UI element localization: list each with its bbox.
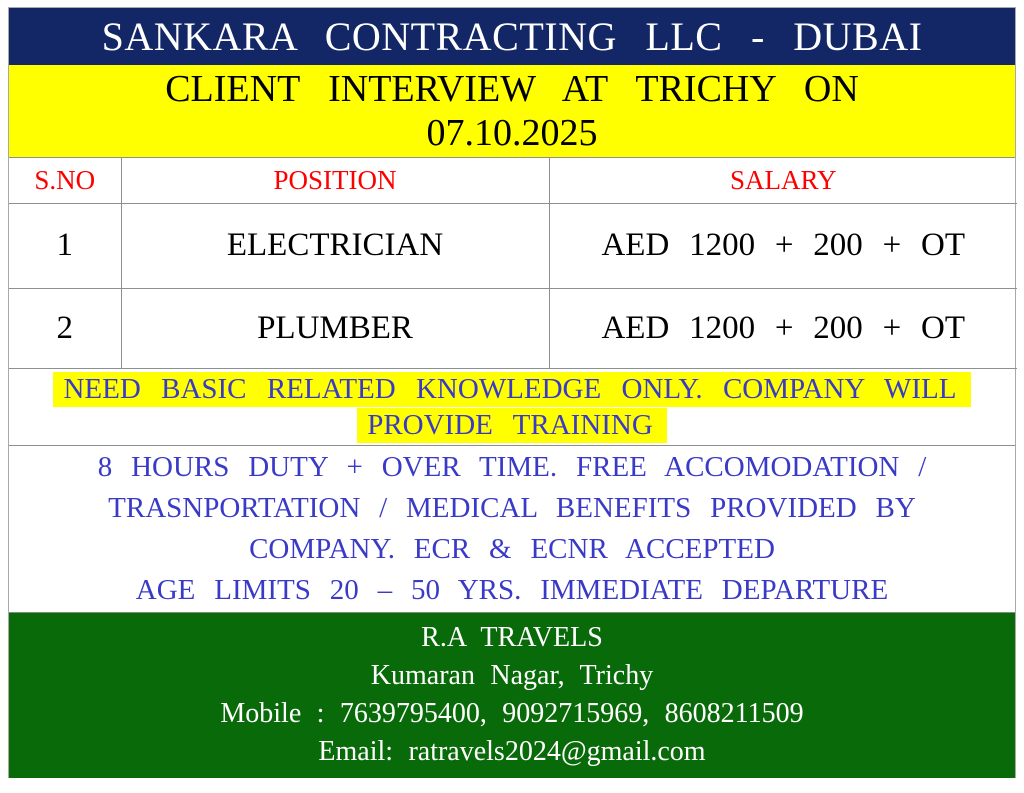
- agency-email: Email: ratravels2024@gmail.com: [318, 736, 706, 767]
- table-row: [9, 288, 1017, 368]
- highlighted-text: NEED BASIC RELATED KNOWLEDGE ONLY. COMPANY WILL: [53, 372, 970, 407]
- training-note-line: [357, 407, 667, 443]
- cell-position: ELECTRICIAN: [121, 203, 549, 288]
- highlighted-text: PROVIDE TRAINING: [357, 408, 667, 443]
- benefits-section: [9, 446, 1015, 613]
- job-flyer: [8, 7, 1016, 778]
- interview-date: 07.10.2025: [426, 112, 598, 154]
- table-header-row: [9, 158, 1017, 203]
- cell-salary: AED 1200 + 200 + OT: [549, 288, 1017, 368]
- training-note-line: [53, 371, 970, 407]
- benefits-line: TRASNPORTATION / MEDICAL BENEFITS PROVIDED BY: [108, 491, 916, 524]
- benefits-line: 8 HOURS DUTY + OVER TIME. FREE ACCOMODATION /: [97, 450, 927, 483]
- agency-address: Kumaran Nagar, Trichy: [370, 660, 654, 691]
- interview-banner-line1: CLIENT INTERVIEW AT TRICHY ON: [165, 68, 859, 110]
- header-salary: SALARY: [549, 158, 1017, 203]
- benefits-line: COMPANY. ECR & ECNR ACCEPTED: [249, 532, 775, 565]
- cell-salary: AED 1200 + 200 + OT: [549, 203, 1017, 288]
- header-sno: S.NO: [9, 158, 121, 203]
- training-note: [9, 369, 1015, 446]
- agency-mobile: Mobile : 7639795400, 9092715969, 8608211509: [220, 698, 804, 729]
- table-row: [9, 203, 1017, 288]
- header-position: POSITION: [121, 158, 549, 203]
- agency-footer: [9, 613, 1015, 778]
- interview-banner: [9, 65, 1015, 158]
- cell-sno: 2: [9, 288, 121, 368]
- agency-name: R.A TRAVELS: [421, 622, 603, 653]
- cell-position: PLUMBER: [121, 288, 549, 368]
- benefits-line: AGE LIMITS 20 – 50 YRS. IMMEDIATE DEPARTURE: [135, 573, 889, 606]
- positions-table: [9, 158, 1017, 369]
- company-header-bar: [9, 8, 1015, 65]
- company-title: SANKARA CONTRACTING LLC - DUBAI: [101, 14, 923, 59]
- cell-sno: 1: [9, 203, 121, 288]
